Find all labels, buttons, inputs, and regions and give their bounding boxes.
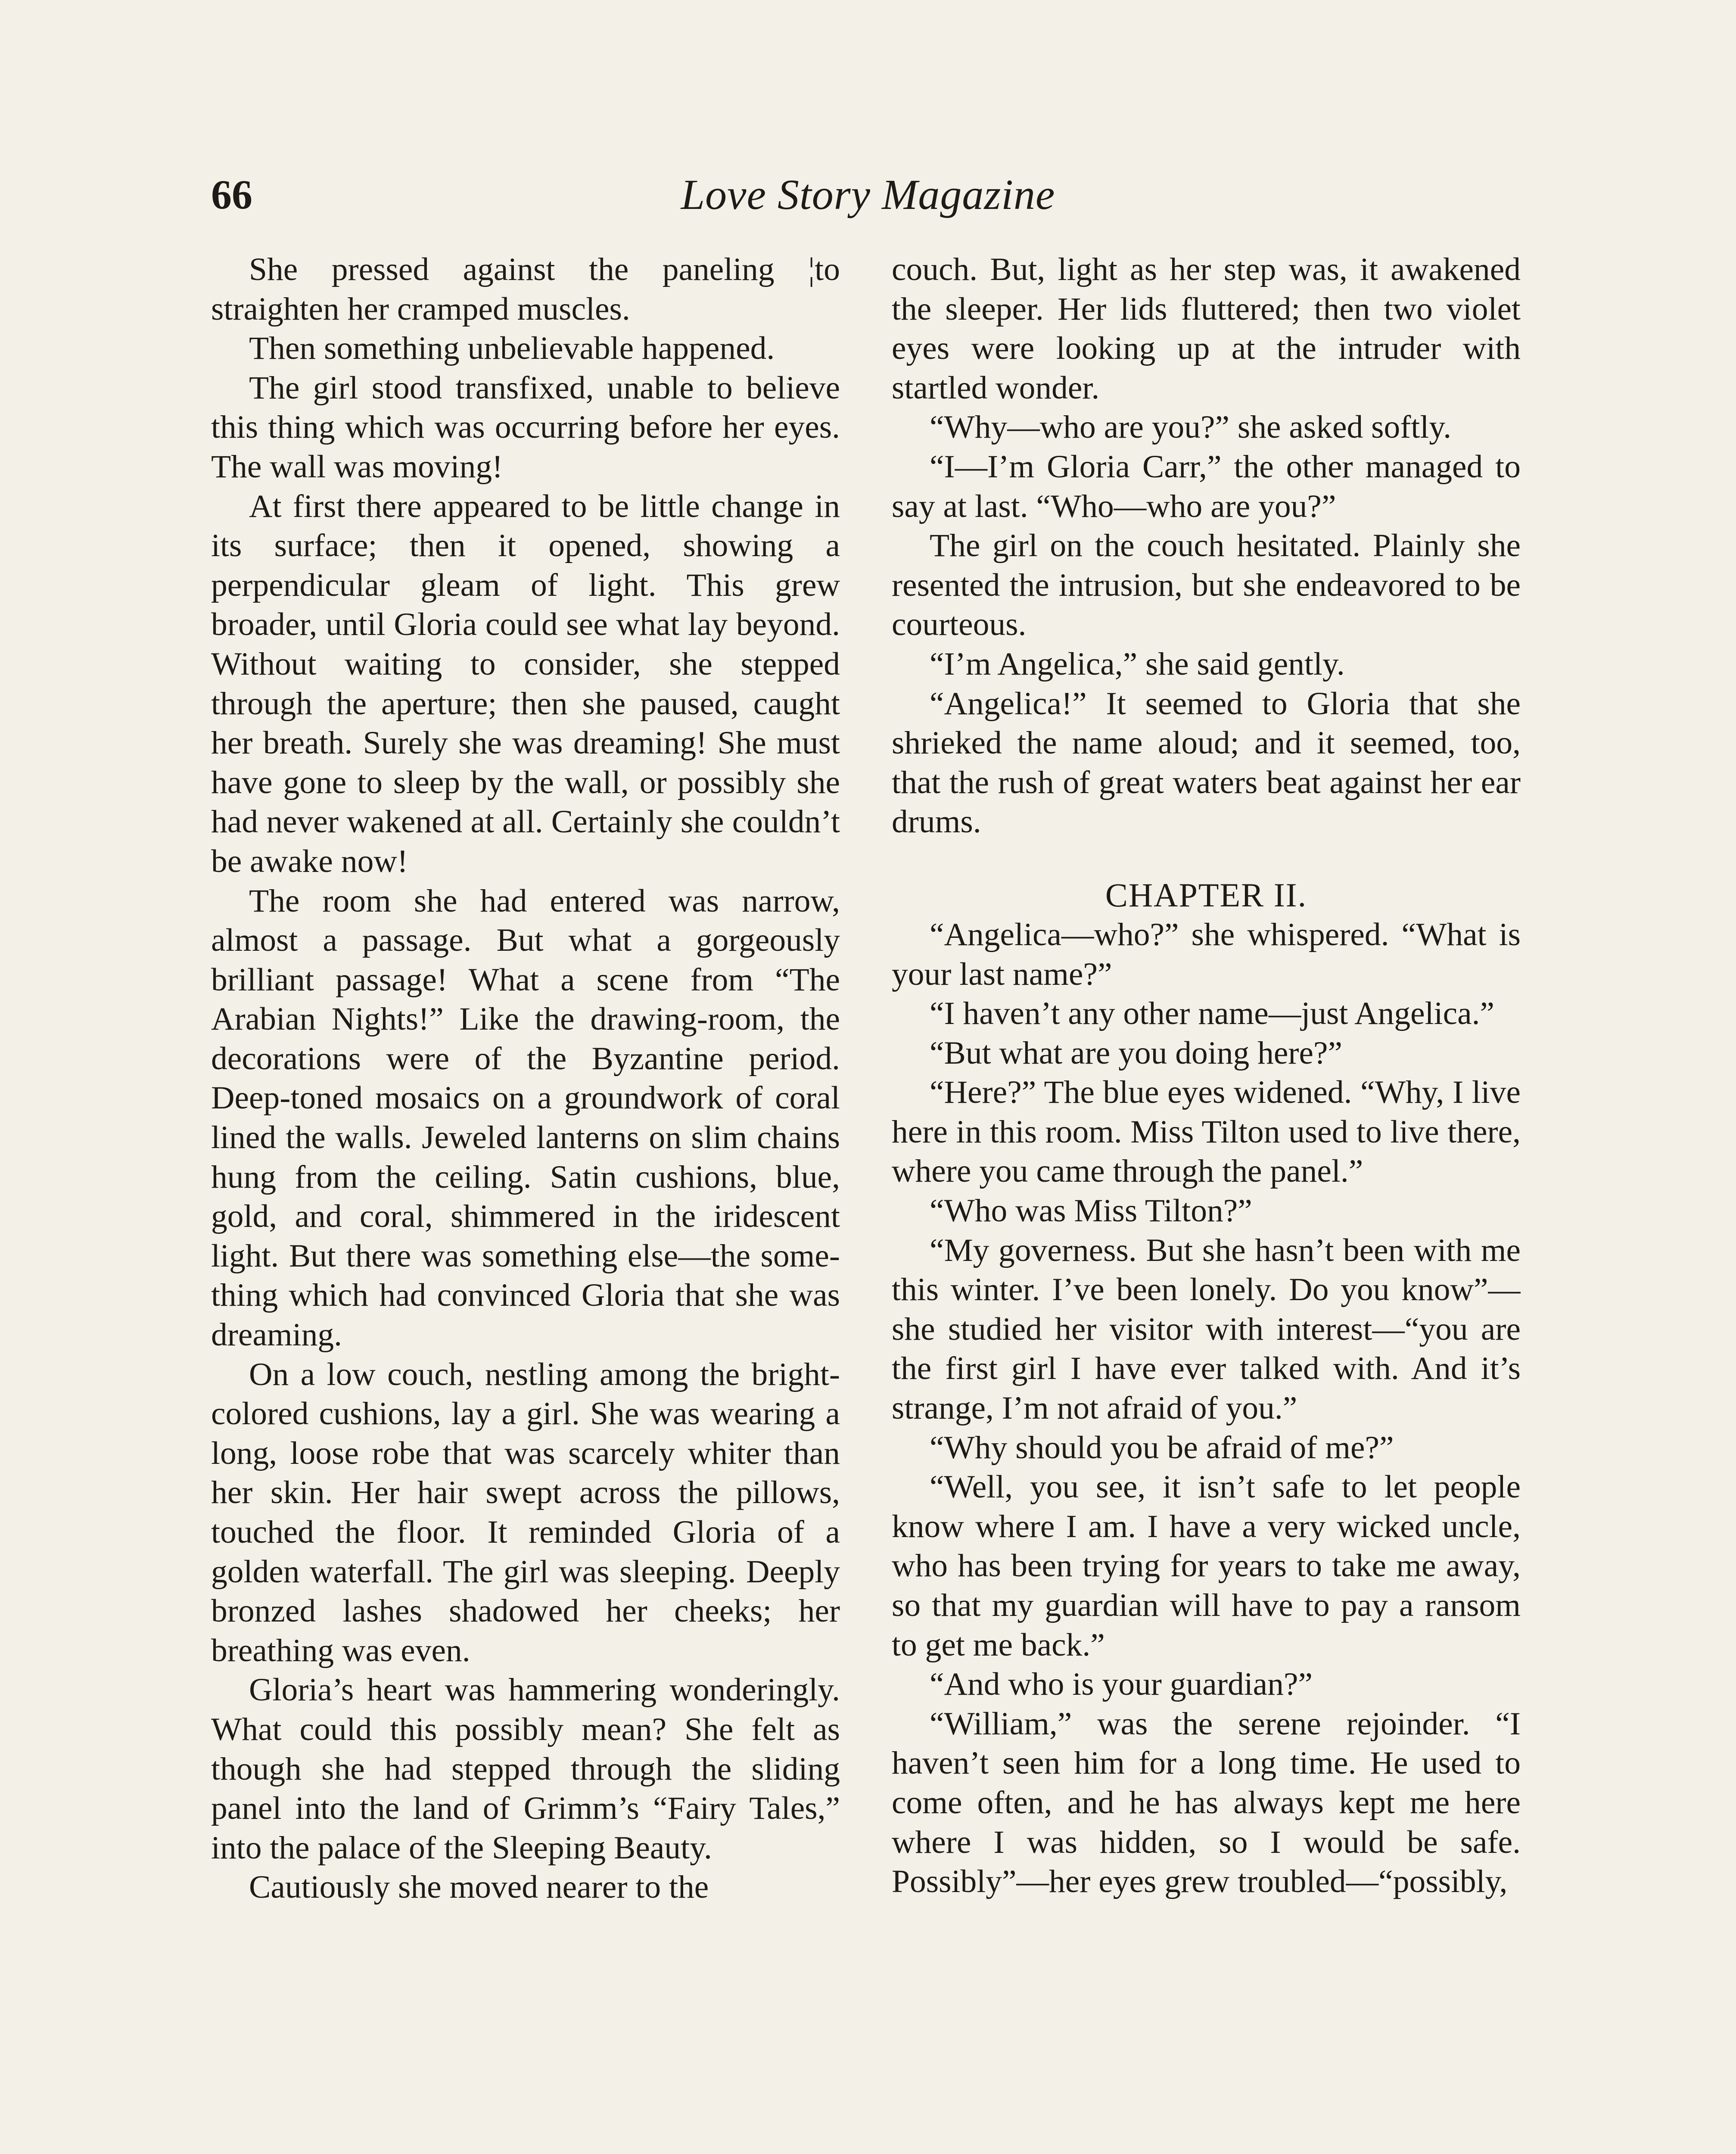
paragraph: “Why should you be afraid of me?” <box>930 1429 1394 1466</box>
paragraph: “But what are you doing here?” <box>930 1035 1343 1071</box>
paragraph: She pressed against the paneling ¦to straighten her cramped muscles. <box>211 252 840 327</box>
paragraph: Gloria’s heart was hammering wonderingly. What could this possibly mean? She felt as though she had stepped through the sliding panel into the land of Grimm’s “Fairy Tales,” into the palace of the Sleeping Beauty. <box>211 1672 840 1866</box>
paragraph: The room she had entered was narrow, almost a passage. But what a gorgeously brilliant passage! What a scene from “The Arabian Nights!” Like the drawing-room, the decorations were of the Byzantine period. Deep-toned mosaics on a groundwork of coral lined the walls. Jeweled lanterns on slim chains hung from the ceiling. Satin cushions, blue, gold, and coral, shimmered in the iridescent light. But there was something else—the something which had convinced Gloria that she was dreaming. <box>211 883 840 1353</box>
paragraph: “Here?” The blue eyes widened. “Why, I live here in this room. Miss Tilton used to live there, where you came through the panel.” <box>892 1074 1521 1189</box>
paragraph: Cautiously she moved nearer to the <box>249 1869 709 1905</box>
paragraph: Then something unbelievable happened. <box>249 330 775 367</box>
paragraph: “My governess. But she hasn’t been with me this winter. I’ve been lonely. Do you know”—she studied her visitor with interest—“you are the first girl I have ever talked with. And it’s strange, I’m not afraid of you.” <box>892 1232 1521 1426</box>
paragraph: At first there appeared to be little change in its surface; then it opened, showing a perpendicular gleam of light. This grew broader, until Gloria could see what lay beyond. Without waiting to consider, she stepped through the aperture; then she paused, caught her breath. Surely she was dreaming! She must have gone to sleep by the wall, or possibly she had never wakened at all. Certainly she couldn’t be awake now! <box>211 488 840 879</box>
magazine-title: Love Story Magazine <box>681 171 1055 218</box>
paragraph: “And who is your guardian?” <box>930 1666 1313 1703</box>
left-column <box>211 250 840 2154</box>
paragraph: “I—I’m Gloria Carr,” the other managed to say at last. “Who—who are you?” <box>892 448 1521 524</box>
paragraph: “Who was Miss Tilton?” <box>930 1193 1252 1229</box>
chapter-heading: CHAPTER II. <box>1105 876 1307 914</box>
paragraph: The girl on the couch hesitated. Plainly she resented the intrusion, but she endeavored to be courteous. <box>892 528 1521 643</box>
right-column <box>892 250 1521 2154</box>
paragraph: “I’m Angelica,” she said gently. <box>930 646 1345 682</box>
paragraph: On a low couch, nestling among the bright-colored cushions, lay a girl. She was wearing a long, loose robe that was scarcely whiter than her skin. Her hair swept across the pillows, touched the floor. It reminded Gloria of a golden waterfall. The girl was sleeping. Deeply bronzed lashes shadowed her cheeks; her breathing was even. <box>211 1356 840 1668</box>
paragraph: “I haven’t any other name—just Angelica.” <box>930 996 1495 1032</box>
paragraph: The girl stood transfixed, unable to believe this thing which was occurring before her eyes. The wall was moving! <box>211 370 840 485</box>
paragraph: “Why—who are you?” she asked softly. <box>930 409 1452 445</box>
paragraph: couch. But, light as her step was, it awakened the sleeper. Her lids fluttered; then two violet eyes were looking up at the intruder with startled wonder. <box>892 252 1521 406</box>
paragraph: “William,” was the serene rejoinder. “I haven’t seen him for a long time. He used to come often, and he has always kept me here where I was hidden, so I would be safe. Possibly”—her eyes grew troubled—“possibly, <box>892 1706 1521 1900</box>
page-header <box>211 160 1525 229</box>
page-number: 66 <box>211 171 252 218</box>
paragraph: “Angelica!” It seemed to Gloria that she shrieked the name aloud; and it seemed, too, that the rush of great waters beat against her ear drums. <box>892 685 1521 840</box>
paragraph: “Well, you see, it isn’t safe to let people know where I am. I have a very wicked uncle, who has been trying for years to take me away, so that my guardian will have to pay a ransom to get me back.” <box>892 1469 1521 1663</box>
paragraph: “Angelica—who?” she whispered. “What is your last name?” <box>892 916 1521 992</box>
